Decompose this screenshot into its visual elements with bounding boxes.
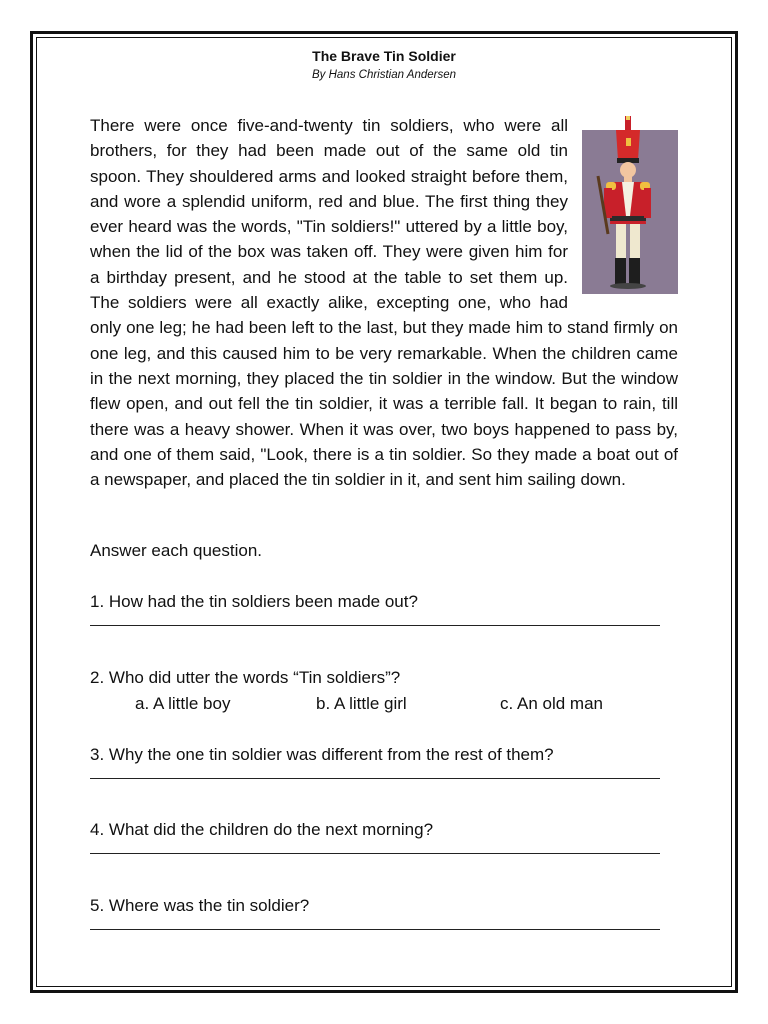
tin-soldier-illustration-icon — [582, 116, 678, 294]
answer-line-5[interactable] — [90, 929, 660, 930]
story-passage — [90, 113, 678, 492]
question-2-option-c[interactable]: c. An old man — [500, 694, 604, 713]
question-5: 5. Where was the tin soldier? — [90, 896, 310, 915]
question-2-option-a[interactable]: a. A little boy — [135, 694, 231, 713]
question-3: 3. Why the one tin soldier was different from the rest of them? — [90, 745, 554, 764]
answer-line-1[interactable] — [90, 625, 660, 626]
instructions: Answer each question. — [90, 541, 262, 560]
worksheet-title: The Brave Tin Soldier — [312, 48, 456, 64]
question-4: 4. What did the children do the next morning? — [90, 820, 434, 839]
worksheet-author: By Hans Christian Andersen — [311, 69, 457, 81]
answer-line-3[interactable] — [90, 778, 660, 779]
story-text: There were once five-and-twenty tin soldiers, who were all brothers, for they had been made out of the same old tin spoon. They shouldered arms and looked straight before them, and wore a splendid uniform, red and blue. The first thing they ever heard was the words, "Tin soldiers!" uttered by a little boy, when the lid of the box was taken off. They were given him for a birthday present, and he stood at the table to set them up. The soldiers were all exactly alike, excepting one, who had only one leg; he had been left to the last, but they made him to stand firmly on one leg, and this caused him to be very remarkable. When the children came in the next morning, they placed the tin soldier in the window. But the window flew open, and out fell the tin soldier, it was a terrible fall. It began to rain, till there was a heavy shower. When it was over, two boys happened to pass by, and one of them said, "Look, there is a tin soldier. So they made a boat out of a newspaper, and placed the tin soldier in it, and sent him sailing down. — [90, 116, 678, 490]
question-2-option-b[interactable]: b. A little girl — [316, 694, 407, 713]
answer-line-4[interactable] — [90, 853, 660, 854]
question-2: 2. Who did utter the words “Tin soldiers”? — [90, 668, 401, 687]
question-1: 1. How had the tin soldiers been made out? — [90, 592, 418, 611]
